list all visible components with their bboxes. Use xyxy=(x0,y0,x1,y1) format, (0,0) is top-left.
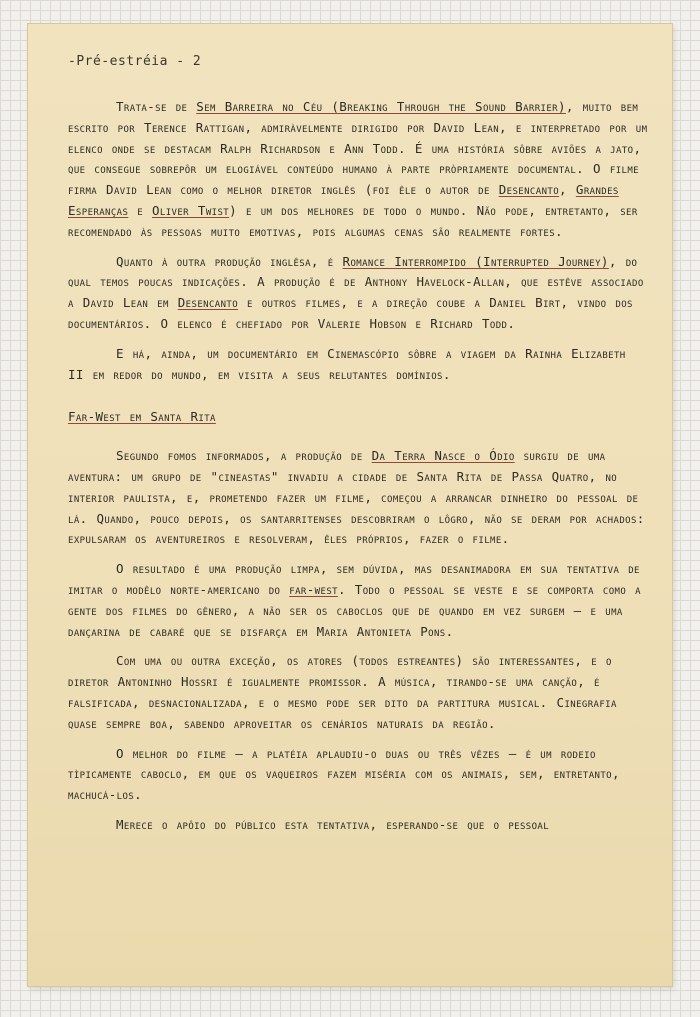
text-run: Segundo fomos informados, a produção de xyxy=(116,448,372,464)
text-run: surgiu de uma aventura: um grupo de "cineastas" invadiu a cidade de Santa Rita de Passa Quatro, no interior paulista, e, prometendo fazer um filme, começou a arrancar dinheiro do pessoal de lá. Quando, pouco depois, os santarritenses descobriram o lôgro, não se deram por achados: expulsaram os aventureiros e resolveram, êles próprios, fazer o filme. xyxy=(68,448,645,547)
film-title: Romance Interrompido (Interrupted Journey) xyxy=(342,253,609,269)
text-run: , xyxy=(559,182,576,198)
paragraph-sem-barreira xyxy=(68,97,650,243)
typewritten-page xyxy=(28,24,672,986)
paragraph-resultado xyxy=(68,559,650,642)
text-run: . Todo o pessoal se veste e se comporta como a gente dos filmes do gênero, a não ser os caboclos que de quando em vez surgem — e uma dançarina de cabaré que se disfarça em Maria Antonieta Pons. xyxy=(68,581,641,639)
paragraph-melhor-do-filme: O melhor do filme — a platéia aplaudiu-o duas ou três vêzes — é um rodeio tìpicamente caboclo, em que os vaqueiros fazem miséria com os animais, sem, entretanto, machucá-los. xyxy=(68,745,620,803)
film-title: Desencanto xyxy=(498,182,560,198)
text-run: e xyxy=(128,202,152,218)
paragraph-atores: Com uma ou outra exceção, os atores (todos estreantes) são interessantes, e o diretor Antoninho Hossri é igualmente promissor. A música, tirando-se uma canção, é falsificada, desnacionalizada, e o mesmo pode ser dito da partitura musical. Cinegrafia quase sempre boa, sabendo aproveitar os cenários naturais da região. xyxy=(68,653,617,731)
film-title: Sem Barreira no Céu (Breaking Through the Sound Barrier) xyxy=(196,99,566,114)
film-title: Da Terra Nasce o Ódio xyxy=(371,448,515,464)
text-run: ) e um dos melhores de todo o mundo. Não pode, entretanto, ser recomendado às pessoas muito emotivas, pois algumas cenas são realmente fortes. xyxy=(68,202,638,239)
paragraph-da-terra-nasce xyxy=(68,446,650,550)
paragraph-romance-interrompido xyxy=(68,252,650,335)
film-title: Grandes Esperanças xyxy=(68,182,619,218)
text-run: Trata-se de xyxy=(116,99,197,114)
text-run: Quanto à outra produção inglêsa, é xyxy=(116,253,343,269)
text-run: , muito bem escrito por Terence Rattigan, admiràvelmente dirigido por David Lean, e interpretado por um elenco onde se destacam Ralph Richardson e Ann Todd. É uma história sôbre aviões a jato, que consegue sobrepôr um elogiável conteúdo humano à parte pròpriamente documental. O filme firma David Lean como o melhor diretor inglês (foi êle o autor de xyxy=(68,99,648,198)
film-title: Desencanto xyxy=(177,295,239,311)
text-run: e outros filmes, e a direção coube a Daniel Birt, vindo dos documentários. O elenco é chefiado por Valerie Hobson e Richard Todd. xyxy=(68,295,633,331)
text-run: , do qual temos poucas indicações. A produção é de Anthony Havelock-Allan, que estêve associado a David Lean em xyxy=(68,253,644,311)
section-heading xyxy=(68,407,650,428)
film-title: Oliver Twist xyxy=(151,202,230,218)
genre-term: far-west xyxy=(289,581,338,597)
section-title: Far-West em Santa Rita xyxy=(68,409,216,425)
paragraph-merece: Merece o apôio do público esta tentativa, esperando-se que o pessoal xyxy=(116,816,550,832)
paragraph-cinemascopio: E há, ainda, um documentário em Cinemascópio sôbre a viagem da Rainha Elizabeth II em redor do mundo, em visita a seus relutantes domínios. xyxy=(68,345,626,382)
text-run: O resultado é uma produção limpa, sem dúvida, mas desanimadora em sua tentativa de imitar o modêlo norte-americano do xyxy=(68,561,640,597)
page-header: -Pré-estréia - 2 xyxy=(68,54,202,69)
review-text xyxy=(68,97,650,836)
